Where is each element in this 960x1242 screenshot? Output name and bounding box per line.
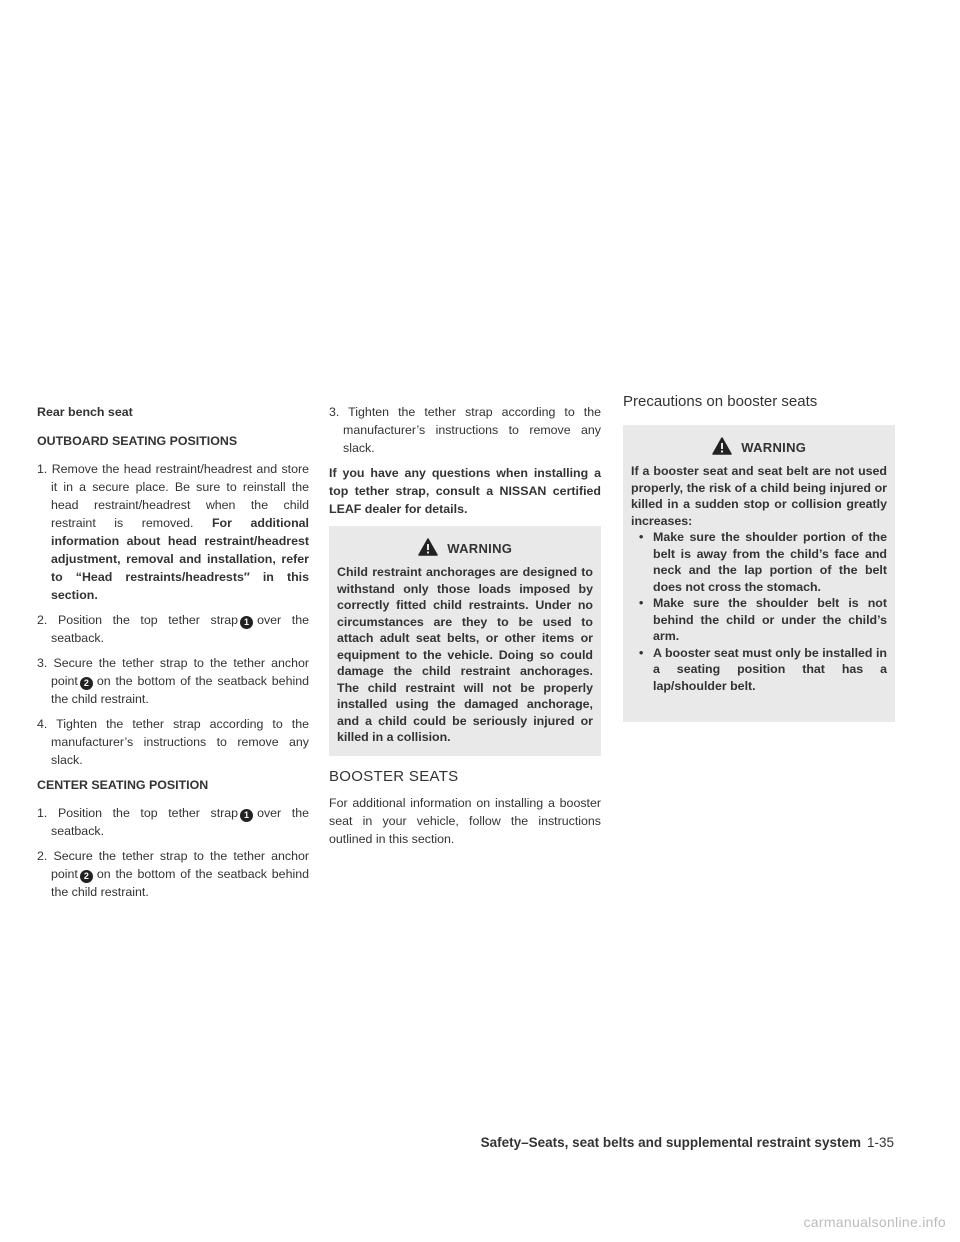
footer-title: Safety–Seats, seat belts and supplemental restraint system	[480, 1135, 861, 1150]
watermark: carmanualsonline.info	[803, 1214, 946, 1230]
step-text: Secure the tether strap to the tether anchor point	[51, 656, 309, 688]
marker-1-icon: 1	[240, 809, 253, 822]
page-number: 1-35	[866, 1135, 894, 1150]
step-text: over the seatback.	[51, 806, 309, 838]
outboard-heading: OUTBOARD SEATING POSITIONS	[37, 434, 238, 448]
step-number: 3.	[329, 405, 340, 419]
center-step-1	[37, 804, 309, 840]
outboard-step-4	[37, 715, 309, 769]
step-number: 3.	[37, 656, 48, 670]
step-number: 4.	[37, 717, 48, 731]
step-text: Remove the head restraint/headrest and store it in a secure place. Be sure to reinstall the head restraint/headrest when the child restraint is removed.	[51, 462, 310, 530]
outboard-step-1	[37, 460, 309, 604]
warning-bullet	[631, 645, 887, 695]
dealer-note: If you have any questions when installing a top tether strap, consult a NISSAN certified LEAF dealer for details.	[329, 466, 601, 516]
step-text-bold: For additional information about head restraint/headrest adjustment, removal and installation, refer to “Head restraints/headrests″ in this section.	[51, 516, 309, 602]
bullet-icon: •	[639, 530, 644, 544]
step-text: on the bottom of the seatback behind the child restraint.	[51, 674, 309, 706]
right-column	[623, 393, 895, 734]
warning-bullet	[631, 595, 887, 645]
warning-title: WARNING	[741, 440, 807, 455]
warning-header	[337, 538, 593, 558]
bullet-text: A booster seat must only be installed in a seating position that has a lap/shoulder belt.	[653, 645, 887, 693]
warning-header	[631, 437, 887, 457]
bullet-text: Make sure the shoulder belt is not behind the child or under the child’s arm.	[653, 596, 887, 643]
warning-text: Child restraint anchorages are designed to withstand only those loads imposed by correctly fitted child restraints. Under no circumstances are they to be used to attach adult seat belts, or other items or equipment to the vehicle. Doing so could damage the child restraint anchorages. The child restraint will not be properly installed using the damaged anchorage, and a child could be seriously injured or killed in a collision.	[337, 565, 593, 744]
bullet-text: Make sure the shoulder portion of the belt is away from the child’s face and neck and the lap portion of the belt does not cross the stomach.	[653, 530, 887, 594]
step-number: 1.	[37, 462, 48, 476]
step-number: 2.	[37, 849, 48, 863]
rear-bench-heading: Rear bench seat	[37, 405, 133, 419]
bullet-icon: •	[639, 645, 644, 660]
booster-seats-text: For additional information on installing a booster seat in your vehicle, follow the instructions outlined in this section.	[329, 795, 601, 846]
page-footer	[481, 1135, 894, 1150]
bullet-icon: •	[639, 596, 644, 610]
booster-seats-heading: BOOSTER SEATS	[329, 767, 459, 785]
warning-bullet	[631, 529, 887, 595]
warning-triangle-icon	[712, 437, 732, 460]
booster-warning-box	[623, 425, 895, 722]
marker-2-icon: 2	[80, 677, 93, 690]
center-heading: CENTER SEATING POSITION	[37, 778, 209, 792]
left-column	[37, 403, 309, 908]
marker-2-icon: 2	[80, 870, 93, 883]
center-step-2	[37, 847, 309, 901]
step-text: on the bottom of the seatback behind the child restraint.	[51, 867, 309, 899]
anchorage-warning-box	[329, 526, 601, 756]
tighten-step-3	[329, 403, 601, 457]
warning-triangle-icon	[418, 538, 438, 561]
step-text: Position the top tether strap	[57, 806, 239, 820]
warning-title: WARNING	[447, 541, 513, 556]
middle-column	[329, 403, 601, 855]
step-text: Position the top tether strap	[57, 613, 239, 627]
step-text: Tighten the tether strap according to the manufacturer’s instructions to remove any slack.	[51, 717, 310, 767]
warning-intro: If a booster seat and seat belt are not used properly, the risk of a child being injured or killed in a sudden stop or collision greatly increases:	[631, 464, 887, 528]
step-number: 1.	[37, 806, 48, 820]
marker-1-icon: 1	[240, 616, 253, 629]
step-text: Secure the tether strap to the tether anchor point	[51, 849, 309, 881]
step-text: Tighten the tether strap according to the manufacturer’s instructions to remove any slack.	[343, 405, 602, 455]
outboard-step-3	[37, 654, 309, 708]
precautions-heading: Precautions on booster seats	[623, 393, 818, 410]
outboard-step-2	[37, 611, 309, 647]
step-text: over the seatback.	[51, 613, 309, 645]
step-number: 2.	[37, 613, 48, 627]
